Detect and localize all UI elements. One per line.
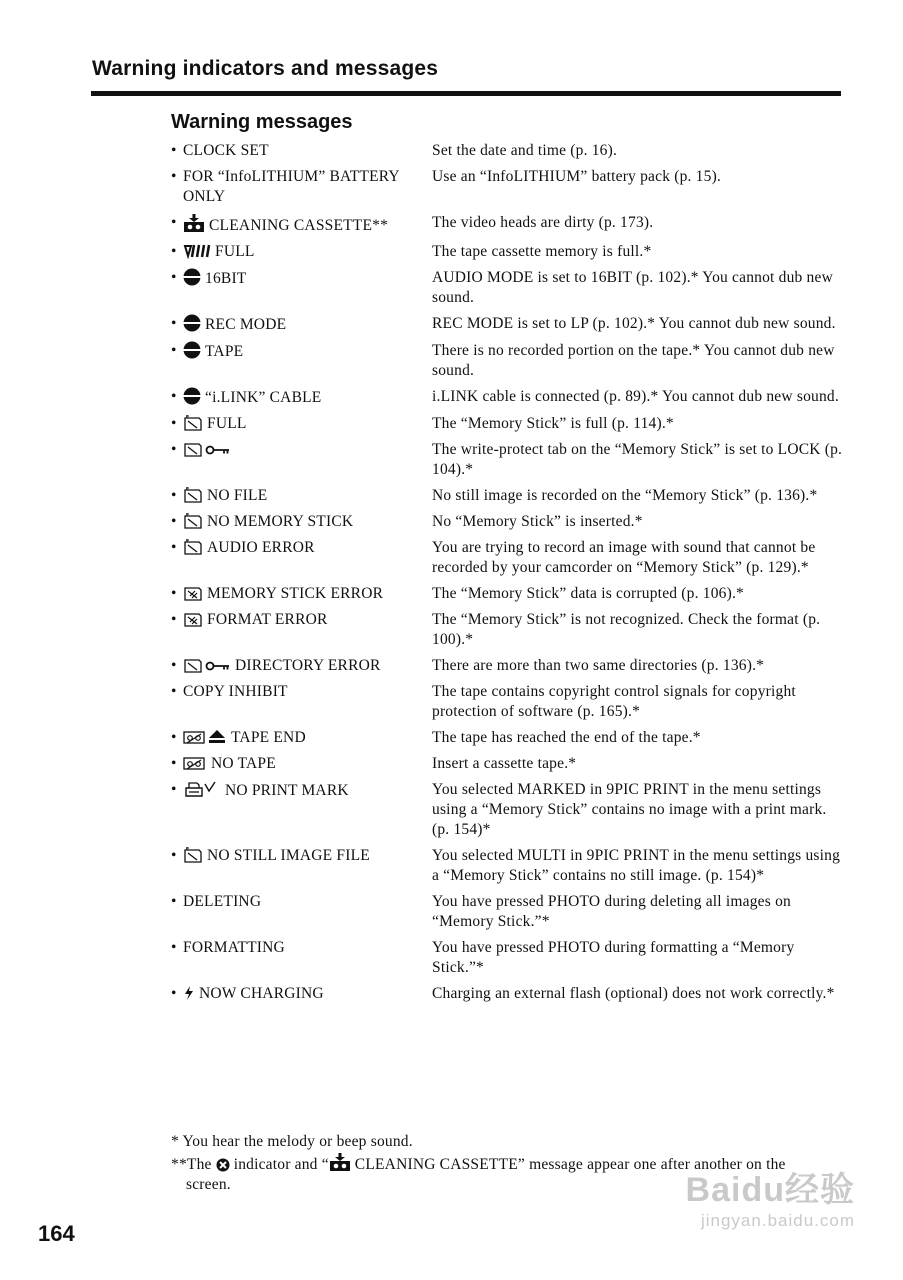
watermark [686, 1162, 855, 1231]
message-row [171, 780, 851, 840]
message-description: Use an “InfoLITHIUM” battery pack (p. 15). [432, 168, 722, 185]
message-name [171, 780, 432, 801]
message-name [171, 314, 432, 335]
flash-icon [183, 985, 195, 1001]
message-label: “i.LINK” CABLE [205, 389, 322, 406]
bullet: • [171, 243, 177, 260]
message-description: Charging an external flash (optional) does not work correctly.* [432, 985, 835, 1002]
message-description: The video heads are dirty (p. 173). [432, 214, 654, 231]
print-mark-icon [183, 780, 221, 798]
message-row [171, 512, 851, 532]
footnote-melody: * You hear the melody or beep sound. [171, 1133, 413, 1150]
message-label: FULL [215, 243, 255, 260]
message-row [171, 610, 851, 650]
message-description: AUDIO MODE is set to 16BIT (p. 102).* You cannot dub new sound. [432, 269, 833, 306]
message-name [171, 486, 432, 506]
dubbing-icon [183, 387, 201, 405]
message-row [171, 538, 851, 578]
message-label: NO STILL IMAGE FILE [207, 847, 370, 864]
message-description: The “Memory Stick” is not recognized. Check the format (p. 100).* [432, 611, 821, 648]
message-name [171, 846, 432, 866]
message-description: You have pressed PHOTO during deleting all images on “Memory Stick.”* [432, 893, 791, 930]
message-row [171, 486, 851, 506]
bullet: • [171, 487, 177, 504]
message-row [171, 242, 851, 262]
message-label: DIRECTORY ERROR [235, 657, 381, 674]
message-row [171, 682, 851, 722]
message-name [171, 538, 432, 558]
message-name [171, 938, 432, 958]
message-label: TAPE END [231, 729, 306, 746]
bullet: • [171, 388, 177, 405]
message-name [171, 341, 432, 362]
bullet: • [171, 985, 177, 1002]
message-description: There is no recorded portion on the tape.* You cannot dub new sound. [432, 342, 835, 379]
message-description: REC MODE is set to LP (p. 102).* You cannot dub new sound. [432, 315, 836, 332]
message-row [171, 984, 851, 1004]
message-row [171, 892, 851, 932]
message-label: FOR “InfoLITHIUM” BATTERY ONLY [183, 168, 400, 205]
message-name [171, 213, 432, 236]
message-row [171, 141, 851, 161]
message-row [171, 728, 851, 748]
footnote-suffix: CLEANING CASSETTE” message appear one after another on the screen. [186, 1156, 786, 1193]
cassette-memory-icon [183, 243, 211, 259]
message-row [171, 341, 851, 381]
message-name [171, 754, 432, 774]
bullet: • [171, 315, 177, 332]
message-description: You selected MARKED in 9PIC PRINT in the menu settings using a “Memory Stick” contains no image with a print mark. (p. 154)* [432, 781, 827, 838]
message-name [171, 512, 432, 532]
subtitle: Warning messages [171, 111, 353, 133]
message-name [171, 141, 432, 161]
bullet: • [171, 513, 177, 530]
message-description: The tape cassette memory is full.* [432, 243, 652, 260]
message-label: AUDIO ERROR [207, 539, 315, 556]
message-description: The “Memory Stick” is full (p. 114).* [432, 415, 674, 432]
message-label: NO PRINT MARK [225, 782, 349, 799]
memory-stick-error-icon [183, 585, 203, 601]
dubbing-icon [183, 268, 201, 286]
bullet: • [171, 755, 177, 772]
bullet: • [171, 539, 177, 556]
memory-stick-icon [183, 513, 203, 529]
message-name [171, 984, 432, 1004]
message-description: The tape has reached the end of the tape.* [432, 729, 701, 746]
message-name [171, 728, 432, 748]
message-row [171, 938, 851, 978]
warning-x-icon [216, 1158, 230, 1172]
watermark-url: jingyan.baidu.com [700, 1211, 855, 1230]
message-row [171, 414, 851, 434]
cleaning-cassette-icon [329, 1152, 351, 1172]
message-label: FORMAT ERROR [207, 611, 328, 628]
bullet: • [171, 893, 177, 910]
tape-eject-icon [183, 729, 227, 745]
message-name [171, 610, 432, 630]
message-name [171, 414, 432, 434]
message-description: The tape contains copyright control signals for copyright protection of software (p. 165).* [432, 683, 796, 720]
message-label: NO FILE [207, 487, 268, 504]
message-description: There are more than two same directories (p. 136).* [432, 657, 765, 674]
message-name [171, 242, 432, 262]
message-label: MEMORY STICK ERROR [207, 585, 384, 602]
message-label: NO TAPE [211, 755, 276, 772]
bullet: • [171, 214, 177, 231]
bullet: • [171, 342, 177, 359]
message-name [171, 656, 432, 676]
message-row [171, 440, 851, 480]
message-row [171, 213, 851, 236]
message-label: TAPE [205, 343, 244, 360]
message-label: CLEANING CASSETTE** [209, 217, 389, 234]
message-row [171, 846, 851, 886]
message-description: i.LINK cable is connected (p. 89).* You cannot dub new sound. [432, 388, 839, 405]
message-label: COPY INHIBIT [183, 683, 288, 700]
memory-stick-icon [183, 415, 203, 431]
message-label: REC MODE [205, 316, 287, 333]
memory-stick-icon [183, 487, 203, 503]
message-description: Set the date and time (p. 16). [432, 142, 618, 159]
message-description: No still image is recorded on the “Memory Stick” (p. 136).* [432, 487, 818, 504]
memory-stick-lock-icon [183, 441, 231, 457]
message-label: 16BIT [205, 270, 247, 287]
message-label: NOW CHARGING [199, 985, 324, 1002]
message-label: CLOCK SET [183, 142, 269, 159]
footnote-middle: indicator and “ [233, 1156, 329, 1173]
dubbing-icon [183, 314, 201, 332]
message-label: NO MEMORY STICK [207, 513, 354, 530]
message-name [171, 682, 432, 702]
message-description: No “Memory Stick” is inserted.* [432, 513, 643, 530]
message-row [171, 268, 851, 308]
bullet: • [171, 611, 177, 628]
message-name [171, 387, 432, 408]
bullet: • [171, 683, 177, 700]
bullet: • [171, 585, 177, 602]
bullet: • [171, 441, 177, 458]
message-row [171, 754, 851, 774]
message-description: The “Memory Stick” data is corrupted (p. 106).* [432, 585, 744, 602]
memory-stick-lock-icon [183, 657, 231, 673]
memory-stick-icon [183, 847, 203, 863]
message-description: Insert a cassette tape.* [432, 755, 577, 772]
bullet: • [171, 415, 177, 432]
message-label: DELETING [183, 893, 262, 910]
message-row [171, 314, 851, 335]
memory-stick-icon [183, 539, 203, 555]
message-name [171, 892, 432, 912]
message-row [171, 656, 851, 676]
message-description: The write-protect tab on the “Memory Stick” is set to LOCK (p. 104).* [432, 441, 843, 478]
watermark-logo: Baidu经验 [685, 1171, 855, 1209]
dubbing-icon [183, 341, 201, 359]
message-description: You selected MULTI in 9PIC PRINT in the menu settings using a “Memory Stick” contains no still image. (p. 154)* [432, 847, 841, 884]
cleaning-cassette-icon [183, 213, 205, 233]
warning-message-list [171, 141, 851, 1010]
message-description: You are trying to record an image with sound that cannot be recorded by your camcorder on “Memory Stick” (p. 129).* [432, 539, 816, 576]
bullet: • [171, 729, 177, 746]
message-name [171, 268, 432, 289]
bullet: • [171, 142, 177, 159]
message-row [171, 167, 851, 207]
bullet: • [171, 168, 177, 185]
bullet: • [171, 847, 177, 864]
message-row [171, 387, 851, 408]
bullet: • [171, 781, 177, 798]
message-row [171, 584, 851, 604]
message-description: You have pressed PHOTO during formatting a “Memory Stick.”* [432, 939, 795, 976]
section-title: Warning indicators and messages [92, 57, 439, 80]
message-name [171, 167, 432, 207]
message-name [171, 584, 432, 604]
page-number: 164 [38, 1221, 75, 1246]
bullet: • [171, 269, 177, 286]
bullet: • [171, 657, 177, 674]
memory-stick-error-icon [183, 611, 203, 627]
header-rule [91, 91, 841, 96]
message-name [171, 440, 432, 460]
bullet: • [171, 939, 177, 956]
footnote-prefix: **The [171, 1156, 212, 1173]
message-label: FULL [207, 415, 247, 432]
tape-icon [183, 755, 207, 771]
message-label: FORMATTING [183, 939, 285, 956]
